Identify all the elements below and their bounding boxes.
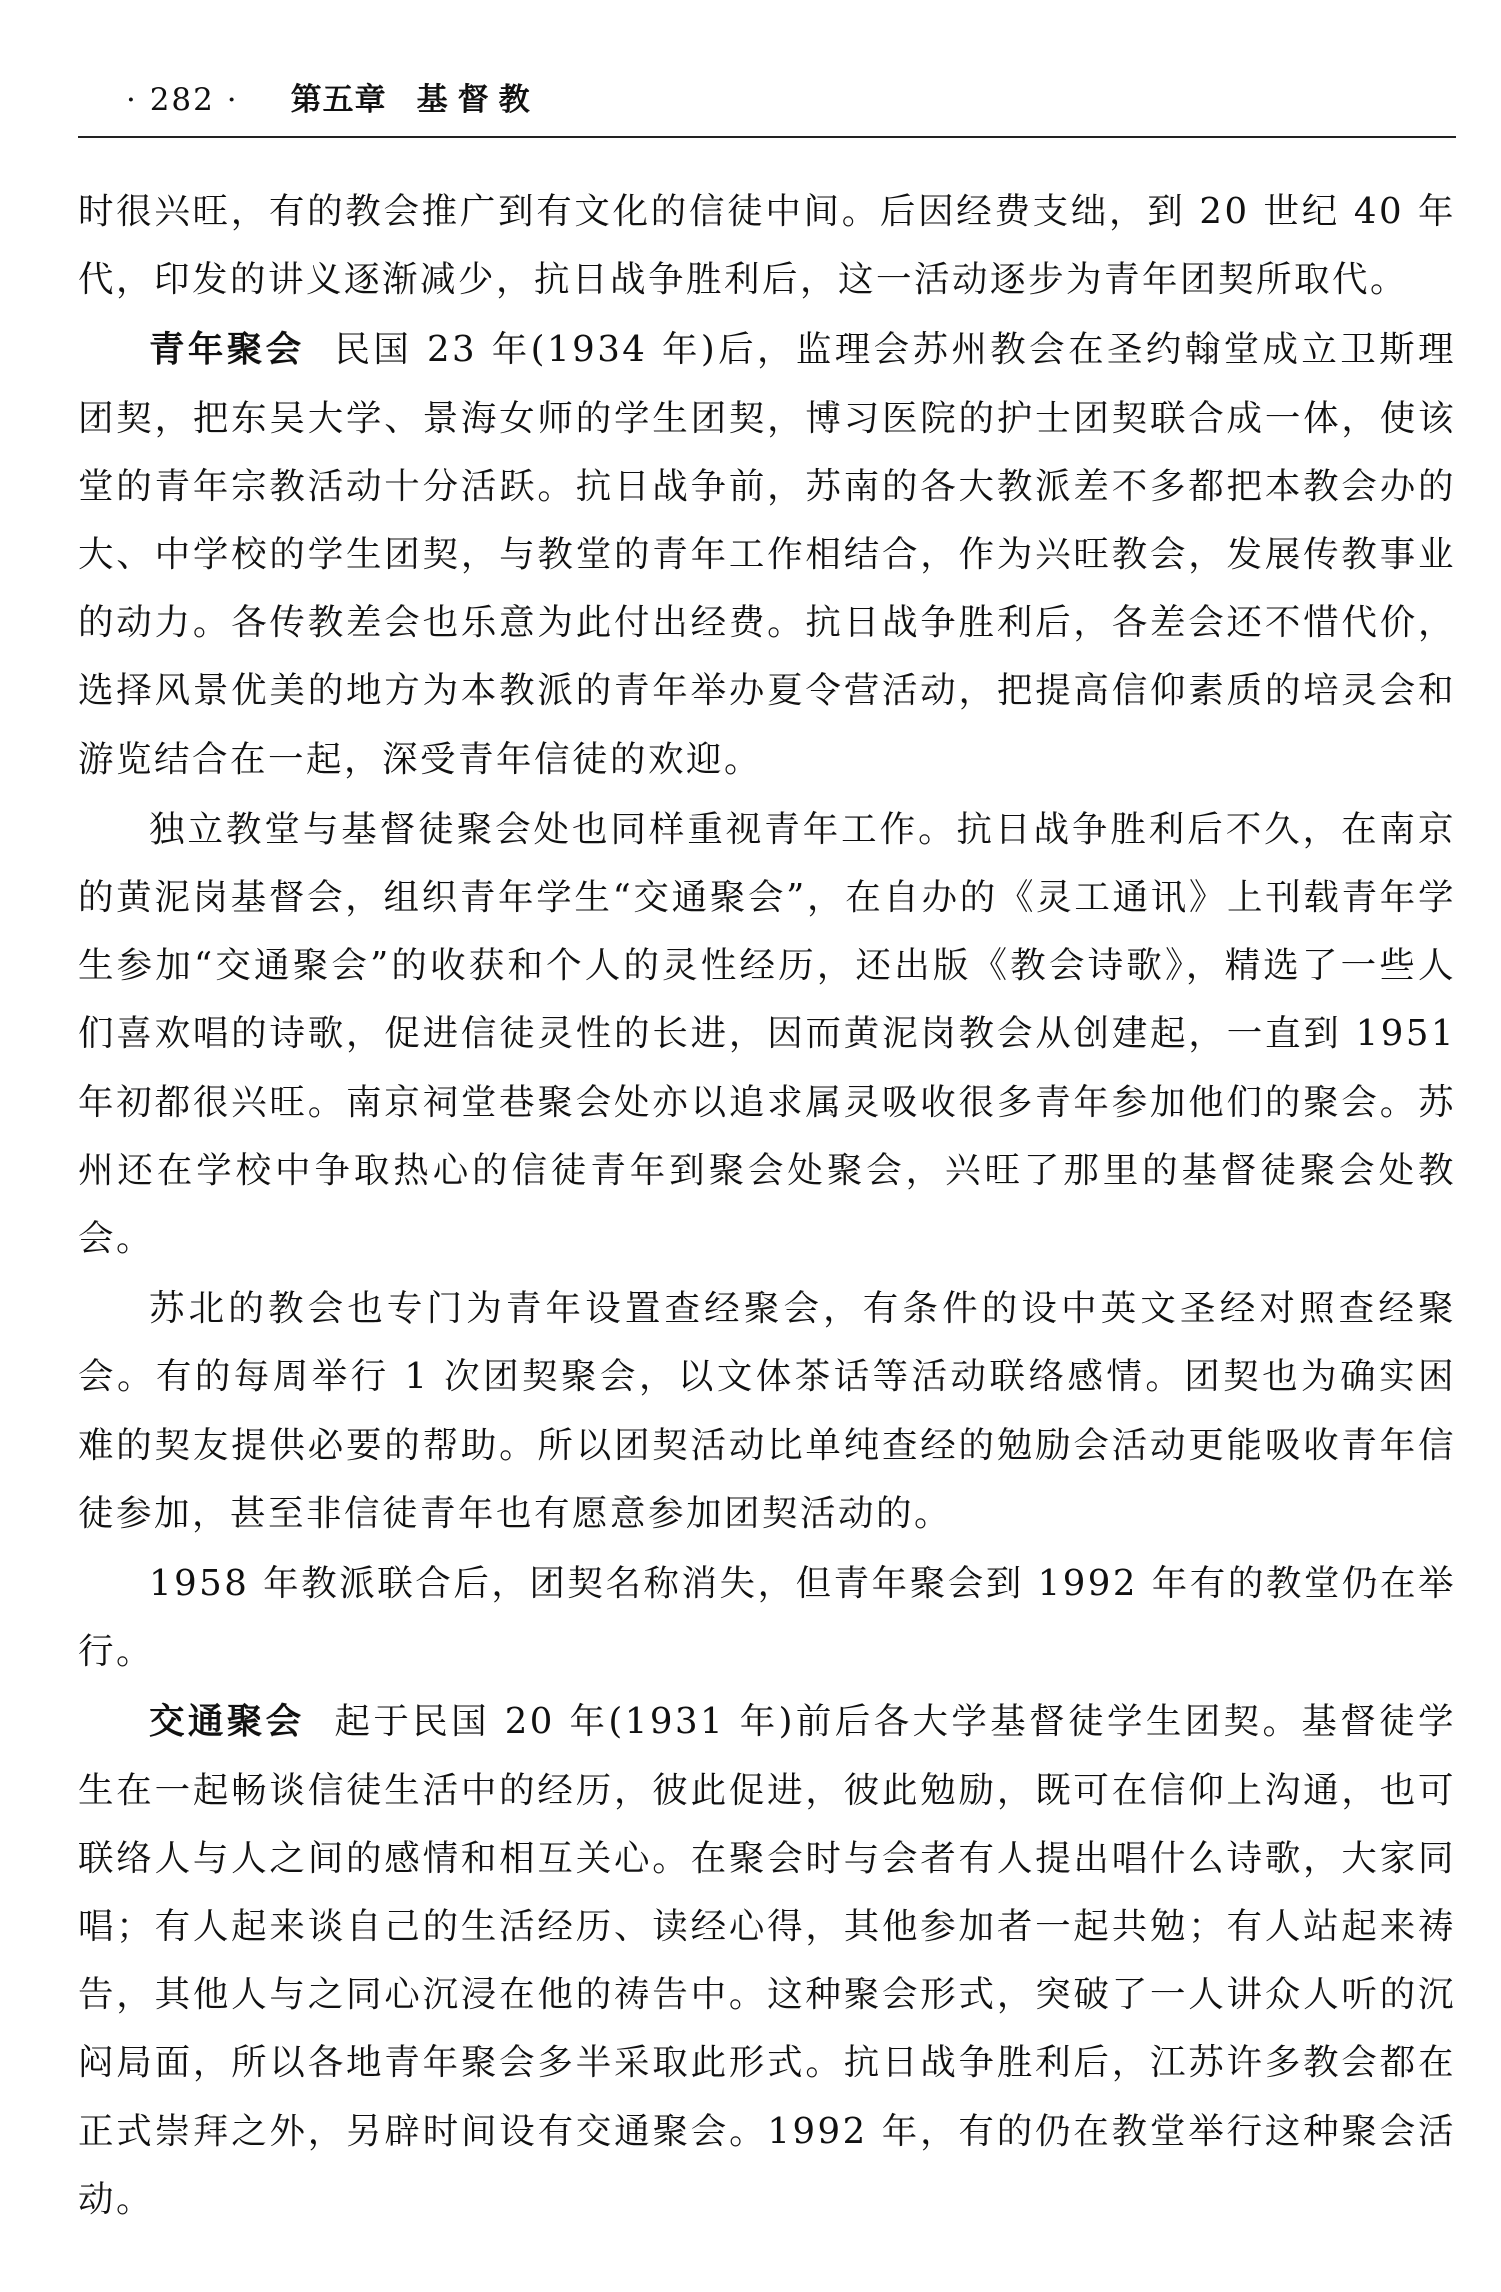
paragraph-independent-churches bbox=[78, 796, 1456, 1273]
paragraph-1958 bbox=[78, 1550, 1456, 1686]
paragraph-subei-churches bbox=[78, 1275, 1456, 1548]
paragraph-text: 起于民国 20 年(1931 年)前后各大学基督徒学生团契。基督徒学生在一起畅谈信徒生活中的经历，彼此促进，彼此勉励，既可在信仰上沟通，也可联络人与人之间的感情和相互关心。在聚会时与会者有人提出唱什么诗歌，大家同唱；有人起来谈自己的生活经历、读经心得，其他参加者一起共勉；有人站起来祷告，其他人与之同心沉浸在他的祷告中。这种聚会形式，突破了一人讲众人听的沉闷局面，所以各地青年聚会多半采取此形式。抗日战争胜利后，江苏许多教会都在正式崇拜之外，另辟时间设有交通聚会。1992 年，有的仍在教堂举行这种聚会活动。 bbox=[78, 1701, 1456, 2220]
book-page bbox=[78, 64, 1456, 2236]
chapter-number: 第五章 bbox=[290, 82, 387, 118]
chapter-title: 基督教 bbox=[416, 82, 540, 118]
paragraph-text: 苏北的教会也专门为青年设置查经聚会，有条件的设中英文圣经对照查经聚会。有的每周举行 1 次团契聚会，以文体茶话等活动联络感情。团契也为确实困难的契友提供必要的帮助。所以团契活动比单纯查经的勉励会活动更能吸收青年信徒参加，甚至非信徒青年也有愿意参加团契活动的。 bbox=[78, 1288, 1456, 1534]
running-header bbox=[78, 64, 1456, 138]
section-heading: 青年聚会 bbox=[149, 329, 305, 371]
paragraph-continuation bbox=[78, 178, 1456, 314]
section-heading: 交通聚会 bbox=[149, 1701, 305, 1743]
paragraph-text: 独立教堂与基督徒聚会处也同样重视青年工作。抗日战争胜利后不久，在南京的黄泥岗基督会，组织青年学生“交通聚会”，在自办的《灵工通讯》上刊载青年学生参加“交通聚会”的收获和个人的灵性经历，还出版《教会诗歌》，精选了一些人们喜欢唱的诗歌，促进信徒灵性的长进，因而黄泥岗教会从创建起，一直到 1951 年初都很兴旺。南京祠堂巷聚会处亦以追求属灵吸收很多青年参加他们的聚会。苏州还在学校中争取热心的信徒青年到聚会处聚会，兴旺了那里的基督徒聚会处教会。 bbox=[78, 808, 1456, 1260]
paragraph-text: 1958 年教派联合后，团契名称消失，但青年聚会到 1992 年有的教堂仍在举行。 bbox=[78, 1563, 1456, 1673]
page-number: · 282 · bbox=[126, 82, 239, 118]
paragraph-text: 时很兴旺，有的教会推广到有文化的信徒中间。后因经费支绌，到 20 世纪 40 年代，印发的讲义逐渐减少，抗日战争胜利后，这一活动逐步为青年团契所取代。 bbox=[78, 191, 1456, 301]
paragraph-fellowship-gathering bbox=[78, 1688, 1456, 2234]
paragraph-text: 民国 23 年(1934 年)后，监理会苏州教会在圣约翰堂成立卫斯理团契，把东吴大学、景海女师的学生团契，博习医院的护士团契联合成一体，使该堂的青年宗教活动十分活跃。抗日战争前，苏南的各大教派差不多都把本教会办的大、中学校的学生团契，与教堂的青年工作相结合，作为兴旺教会，发展传教事业的动力。各传教差会也乐意为此付出经费。抗日战争胜利后，各差会还不惜代价，选择风景优美的地方为本教派的青年举办夏令营活动，把提高信仰素质的培灵会和游览结合在一起，深受青年信徒的欢迎。 bbox=[78, 329, 1456, 780]
body-text bbox=[78, 138, 1456, 2234]
paragraph-youth-gathering bbox=[78, 316, 1456, 793]
